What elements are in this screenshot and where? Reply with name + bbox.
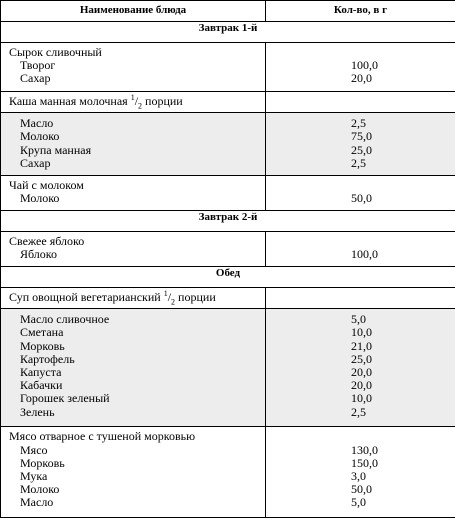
portion-numerator: 1 xyxy=(163,289,168,299)
dish-name: Мясо отварное с тушеной морковью xyxy=(9,429,196,444)
ingredient-name: Крупа манная xyxy=(20,142,92,157)
dish-cell xyxy=(1,175,266,210)
ingredient-name: Масло xyxy=(20,495,54,510)
ingredient-qty: 20,0 xyxy=(351,378,372,393)
section-title: Обед xyxy=(1,267,455,288)
ingredient-qty: 100,0 xyxy=(351,58,378,73)
ingredient-qty-cell xyxy=(266,113,455,176)
ingredient-name: Капуста xyxy=(20,364,62,379)
ingredient-name: Зелень xyxy=(20,404,55,419)
ingredient-qty: 25,0 xyxy=(351,142,372,157)
ingredient-name: Сахар xyxy=(20,155,51,170)
ingredient-name: Морковь xyxy=(20,455,65,470)
ingredient-names-cell xyxy=(1,113,266,176)
dish-name: Чай с молоком xyxy=(9,177,84,192)
dish-name: Каша манная молочная xyxy=(9,93,128,108)
dish-row xyxy=(1,288,455,309)
portion-slash: / xyxy=(167,290,172,305)
dish-name-line xyxy=(1,92,265,111)
section-title: Завтрак 1-й xyxy=(1,22,455,43)
ingredient-qty: 10,0 xyxy=(351,391,372,406)
portion-word: порции xyxy=(145,93,183,108)
ingredient-name: Творог xyxy=(20,58,56,73)
ingredient-qty: 150,0 xyxy=(351,455,378,470)
section-row xyxy=(1,210,455,231)
header-qty: Кол-во, в г xyxy=(266,1,455,22)
dish-cell xyxy=(1,43,266,92)
menu-table-body xyxy=(1,1,455,518)
ingredient-qty: 5,0 xyxy=(351,312,366,327)
header-name: Наименование блюда xyxy=(1,1,266,22)
dish-qty-cell xyxy=(266,231,455,266)
dish-name-line xyxy=(1,289,265,307)
section-row xyxy=(1,267,455,288)
portion-numerator: 1 xyxy=(130,92,135,102)
dish-row xyxy=(1,175,455,210)
ingredient-qty: 10,0 xyxy=(351,325,372,340)
ingredient-name: Масло xyxy=(20,116,54,131)
ingredients-row xyxy=(1,113,455,176)
section-title: Завтрак 2-й xyxy=(1,210,455,231)
dish-name: Свежее яблоко xyxy=(9,233,85,248)
ingredient-name: Мясо xyxy=(20,442,48,457)
dish-row xyxy=(1,427,455,518)
ingredients-row xyxy=(1,309,455,427)
portion-denominator: 2 xyxy=(171,297,176,307)
ingredient-qty: 50,0 xyxy=(351,482,372,497)
ingredient-qty: 130,0 xyxy=(351,442,378,457)
ingredient-name: Сметана xyxy=(20,325,64,340)
dish-qty-cell xyxy=(266,288,455,309)
dish-qty-cell xyxy=(266,43,455,92)
ingredient-qty: 75,0 xyxy=(351,129,372,144)
ingredient-name: Мука xyxy=(20,469,48,483)
ingredient-qty: 21,0 xyxy=(351,338,372,353)
ingredient-qty: 20,0 xyxy=(351,71,372,86)
dish-qty-cell xyxy=(266,175,455,210)
dish-row xyxy=(1,91,455,112)
ingredient-name: Молоко xyxy=(20,129,60,144)
dish-row xyxy=(1,43,455,92)
ingredient-qty: 2,5 xyxy=(351,116,366,131)
ingredient-qty-cell xyxy=(266,309,455,427)
ingredient-name: Масло сливочное xyxy=(20,312,110,327)
dish-name-cell xyxy=(1,91,266,112)
section-row xyxy=(1,22,455,43)
dish-name: Сырок сливочный xyxy=(9,45,102,59)
ingredient-name: Морковь xyxy=(20,338,65,353)
ingredient-name: Горошек зеленый xyxy=(20,391,110,406)
ingredient-qty: 100,0 xyxy=(351,247,378,262)
ingredient-qty: 50,0 xyxy=(351,191,372,206)
ingredient-names-cell xyxy=(1,309,266,427)
dish-row xyxy=(1,231,455,266)
dish-qty-spacer xyxy=(266,430,455,443)
portion-denominator: 2 xyxy=(138,101,143,111)
dish-qty-cell xyxy=(266,91,455,112)
ingredient-name: Картофель xyxy=(20,351,75,366)
ingredient-qty: 20,0 xyxy=(351,364,372,379)
dish-cell xyxy=(1,231,266,266)
dish-qty-cell xyxy=(266,427,455,518)
portion-word: порции xyxy=(178,290,216,305)
dish-name: Суп овощной вегетарианский xyxy=(9,290,161,305)
ingredient-qty: 2,5 xyxy=(351,404,366,419)
dish-cell xyxy=(1,427,266,518)
ingredient-name: Молоко xyxy=(20,482,60,497)
dish-name-cell xyxy=(1,288,266,309)
portion-slash: / xyxy=(134,93,139,108)
ingredient-name: Кабачки xyxy=(20,378,63,393)
ingredient-name: Сахар xyxy=(20,71,51,86)
ingredient-name: Яблоко xyxy=(20,247,58,262)
ingredient-name: Молоко xyxy=(20,191,60,206)
ingredient-qty: 2,5 xyxy=(351,155,366,170)
table-header-row xyxy=(1,1,455,22)
ingredient-qty: 5,0 xyxy=(351,495,366,510)
ingredient-qty: 3,0 xyxy=(351,469,366,483)
ingredient-qty: 25,0 xyxy=(351,351,372,366)
